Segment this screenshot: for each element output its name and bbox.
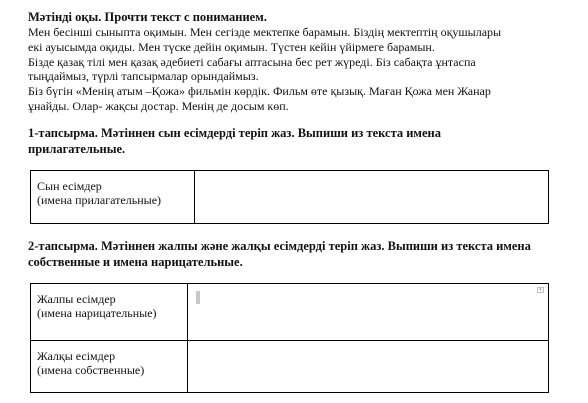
adjectives-label-cell <box>31 171 195 224</box>
common-nouns-answer-cell[interactable] <box>188 284 549 341</box>
task2-instruction <box>28 239 584 270</box>
adjectives-answer-cell[interactable] <box>195 171 549 224</box>
adjectives-row <box>31 171 549 224</box>
reading-line: ұнайды. Олар- жақсы достар. Менің де досым көп. <box>28 98 289 113</box>
reading-paragraph <box>28 25 584 114</box>
reading-line: екі ауысымда оқиды. Мен түске дейін оқимын. Түстен кейін үйірмеге барамын. <box>28 39 435 54</box>
common-nouns-label-cell <box>31 284 188 341</box>
reading-line: Біз бүгін «Менің атым –Қожа» фильмін көрдік. Фильм өте қызық. Маған Қожа мен Жанар <box>28 84 491 99</box>
reading-line: Мен бесінші сыныпта оқимын. Мен сегізде мектепке барамын. Біздің мектептің оқушылары <box>28 25 502 39</box>
reading-line: тыңдаймыз, түрлі тапсырмалар орындаймыз. <box>28 69 259 84</box>
common-nouns-row <box>31 284 549 341</box>
task1-line: прилагательные. <box>28 141 126 156</box>
nouns-table <box>30 283 549 393</box>
task1-instruction <box>28 126 584 157</box>
reading-title: Мәтінді оқы. Прочти текст с пониманием. <box>28 10 267 24</box>
adjectives-label-ru: (имена прилагательные) <box>37 193 162 207</box>
adjectives-table <box>30 170 549 224</box>
common-nouns-label-ru: (имена нарицательные) <box>37 306 157 320</box>
proper-nouns-answer-cell[interactable] <box>188 341 549 393</box>
proper-nouns-row <box>31 341 549 393</box>
task2-line: собственные и имена нарицательные. <box>28 254 243 269</box>
common-nouns-label: Жалпы есімдер <box>37 292 116 306</box>
task1-line: 1-тапсырма. Мәтіннен сын есімдерді теріп жаз. Выпиши из текста имена <box>28 126 441 140</box>
resize-handle-icon[interactable]: ▾ <box>537 287 544 293</box>
task2-line: 2-тапсырма. Мәтіннен жалпы және жалқы есімдерді теріп жаз. Выпиши из текста имена <box>28 239 531 253</box>
proper-nouns-label-ru: (имена собственные) <box>37 363 145 377</box>
proper-nouns-label: Жалқы есімдер <box>37 349 116 363</box>
reading-line: Бізде қазақ тілі мен қазақ әдебиеті сабағы аптасына бес рет жүреді. Біз сабақта ұнтаспа <box>28 54 476 69</box>
adjectives-label: Сын есімдер <box>37 179 102 193</box>
text-cursor <box>196 291 200 304</box>
proper-nouns-label-cell <box>31 341 188 393</box>
